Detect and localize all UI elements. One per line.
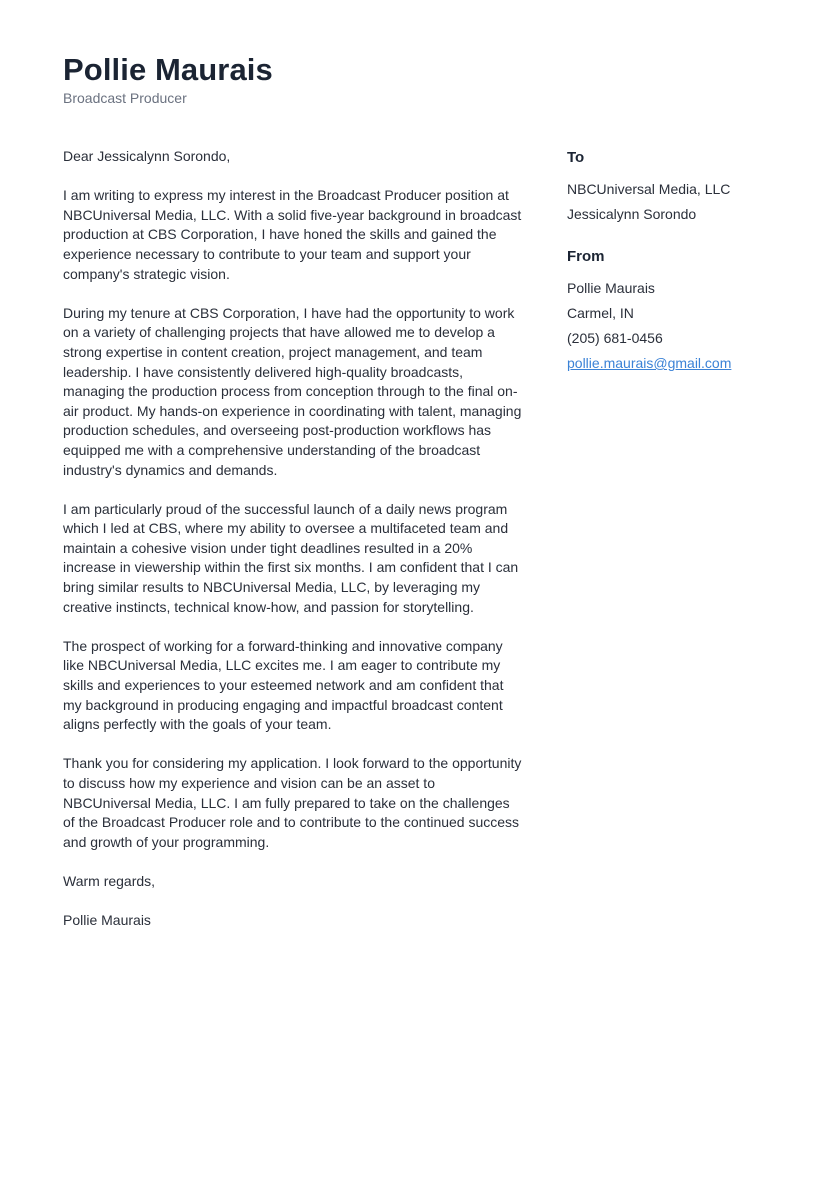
letter-paragraph: I am particularly proud of the successful launch of a daily news program which I led at CBS, where my ability to oversee a multifaceted team and maintain a cohesive vision under tight deadlines resulted in a 20% increase in viewership within the first six months. I am confident that I can bring similar results to NBCUniversal Media, LLC, by leveraging my creative instincts, technical know-how, and passion for storytelling. (63, 500, 519, 615)
letter-closing: Warm regards, (63, 872, 156, 889)
to-section (567, 148, 797, 227)
contact-sidebar (567, 148, 797, 396)
sender-name: Pollie Maurais (567, 280, 655, 296)
to-heading: To (567, 149, 585, 166)
letter-paragraph: During my tenure at CBS Corporation, I have had the opportunity to work on a variety of challenging projects that have allowed me to develop a strong expertise in content creation, project management, and team leadership. I have consistently delivered high-quality broadcasts, managing the production process from conception through to the final on-air product. My hands-on experience in coordinating with talent, managing production schedules, and overseeing post-production workflows has equipped me with a comprehensive understanding of the broadcast industry's dynamics and demands. (63, 304, 522, 478)
sender-phone: (205) 681-0456 (567, 330, 663, 346)
letter-paragraph: Thank you for considering my application. I look forward to the opportunity to discuss how my experience and vision can be an asset to NBCUniversal Media, LLC. I am fully prepared to take on the challenges of the Broadcast Producer role and to contribute to the continued success and growth of your programming. (63, 755, 522, 850)
recipient-company: NBCUniversal Media, LLC (567, 181, 731, 197)
from-heading: From (567, 248, 605, 265)
applicant-title: Broadcast Producer (63, 90, 187, 106)
letter-signature: Pollie Maurais (63, 912, 151, 929)
letter-paragraph: I am writing to express my interest in the Broadcast Producer position at NBCUniversal Media, LLC. With a solid five-year background in broadcast production at CBS Corporation, I have honed the skills and gained the experience necessary to contribute to your team and support your company's strategic vision. (63, 187, 522, 282)
applicant-name: Pollie Maurais (63, 52, 273, 87)
letter-greeting: Dear Jessicalynn Sorondo, (63, 148, 231, 164)
from-section (567, 247, 797, 376)
sender-email-link[interactable]: pollie.maurais@gmail.com (567, 355, 732, 371)
letter-paragraph: The prospect of working for a forward-thinking and innovative company like NBCUniversal Media, LLC excites me. I am eager to contribute my skills and experiences to your esteemed network and am confident that my background in producing engaging and impactful broadcast content aligns perfectly with the goals of your team. (63, 637, 504, 733)
recipient-name: Jessicalynn Sorondo (567, 206, 697, 222)
letter-header (63, 52, 273, 107)
letter-body (63, 147, 523, 950)
sender-location: Carmel, IN (567, 305, 634, 321)
